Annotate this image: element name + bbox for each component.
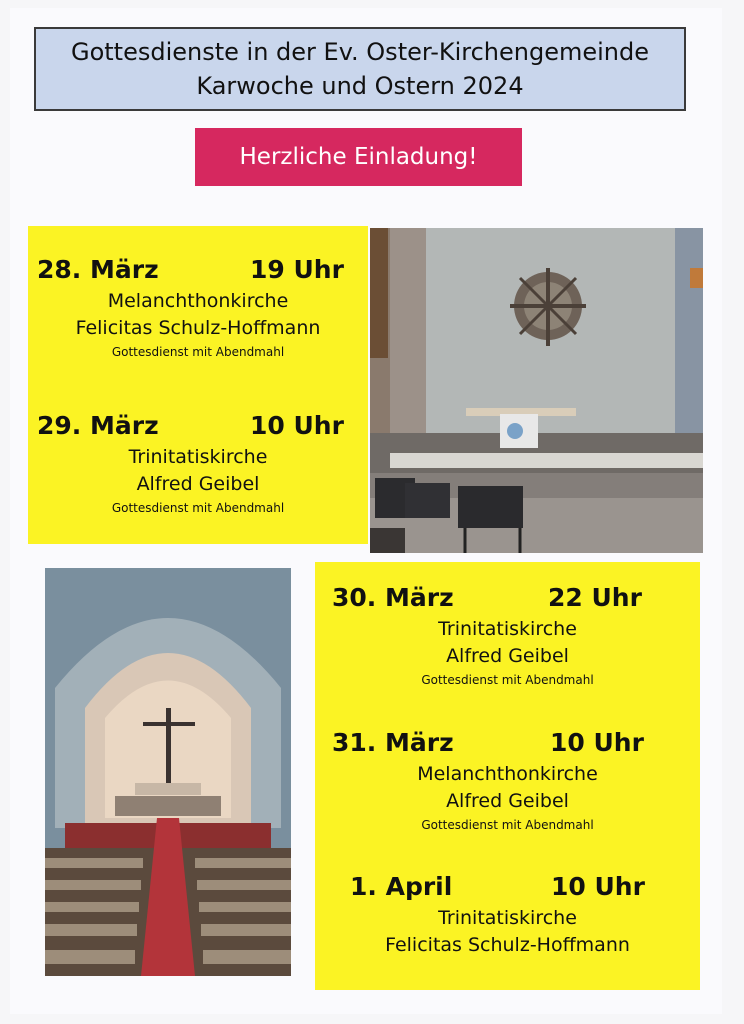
event-date: 30. März — [332, 583, 454, 612]
title-line-2: Karwoche und Ostern 2024 — [196, 72, 524, 100]
event-3 — [315, 583, 700, 693]
event-time: 10 Uhr — [551, 872, 645, 901]
nave-interior-image — [45, 568, 291, 976]
event-pastor: Alfred Geibel — [446, 790, 569, 812]
title-line-1: Gottesdienste in der Ev. Oster-Kirchengemeinde — [70, 38, 650, 66]
event-note: Gottesdienst mit Abendmahl — [421, 818, 594, 832]
event-pastor: Alfred Geibel — [136, 473, 260, 495]
event-time: 22 Uhr — [548, 583, 642, 612]
event-note: Gottesdienst mit Abendmahl — [421, 673, 594, 687]
event-note: Gottesdienst mit Abendmahl — [111, 501, 285, 515]
event-1 — [28, 255, 368, 365]
event-time: 19 Uhr — [250, 255, 344, 284]
event-time: 10 Uhr — [250, 411, 344, 440]
event-church: Melanchthonkirche — [417, 763, 598, 785]
event-time: 10 Uhr — [550, 728, 644, 757]
event-date: 31. März — [332, 728, 454, 757]
altar-interior-image — [370, 228, 703, 553]
event-date: 1. April — [350, 872, 453, 901]
event-church: Trinitatiskirche — [438, 618, 577, 640]
invitation-banner: Herzliche Einladung! — [195, 128, 522, 186]
event-note: Gottesdienst mit Abendmahl — [111, 345, 285, 359]
event-church: Trinitatiskirche — [438, 907, 577, 929]
event-date: 28. März — [37, 255, 159, 284]
event-pastor: Alfred Geibel — [446, 645, 569, 667]
event-date: 29. März — [37, 411, 159, 440]
church-photo-altar — [370, 228, 703, 553]
event-5 — [315, 872, 700, 962]
event-church: Trinitatiskirche — [128, 446, 268, 468]
event-pastor: Felicitas Schulz-Hoffmann — [385, 934, 630, 956]
title-box — [34, 27, 686, 111]
event-2 — [28, 411, 368, 521]
event-church: Melanchthonkirche — [107, 290, 289, 312]
event-4 — [315, 728, 700, 838]
church-photo-nave — [45, 568, 291, 976]
event-pastor: Felicitas Schulz-Hoffmann — [75, 317, 321, 339]
